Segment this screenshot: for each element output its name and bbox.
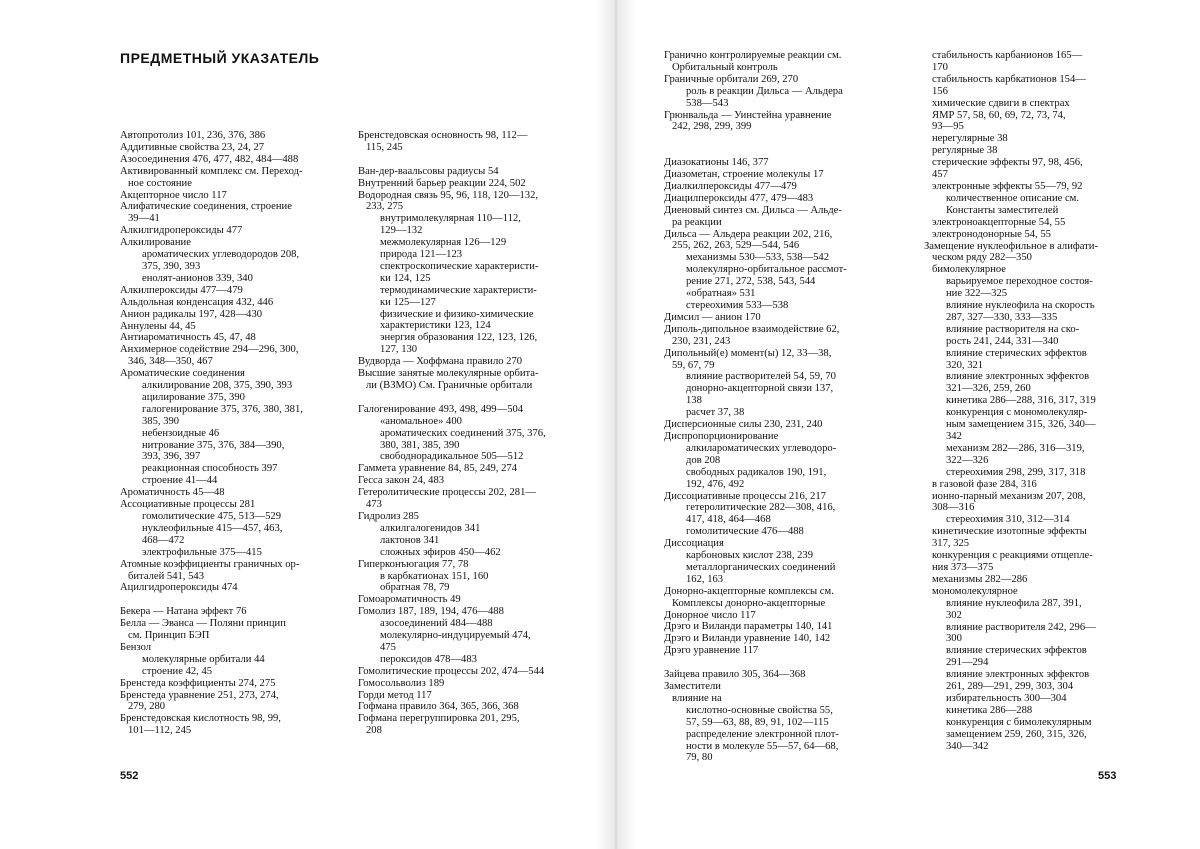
index-entry: мономолекулярное bbox=[932, 585, 1018, 597]
page-number-left: 552 bbox=[120, 770, 139, 782]
index-entry: Ван-дер-ваальсовы радиусы 54 bbox=[358, 165, 499, 177]
index-entry: Антиароматичность 45, 47, 48 bbox=[120, 332, 256, 344]
index-entry: ности в молекуле 55—57, 64—68, bbox=[686, 740, 839, 752]
index-entry: кинетические изотопные эффекты bbox=[932, 526, 1087, 538]
index-entry: Ацилгидропероксиды 474 bbox=[120, 582, 238, 594]
index-entry: Диполь-дипольное взаимодействие 62, bbox=[664, 323, 840, 335]
index-entry: 342 bbox=[946, 431, 962, 442]
index-entry: спектроскопические характеристи- bbox=[380, 260, 539, 272]
index-entry: ЯМР 57, 58, 60, 69, 72, 73, 74, bbox=[932, 109, 1066, 121]
index-entry: металлорганических соединений bbox=[686, 561, 836, 573]
index-entry: 385, 390 bbox=[142, 415, 180, 427]
index-entry: Анион радикалы 197, 428—430 bbox=[120, 308, 263, 320]
index-entry: стабильность карбкатионов 154— bbox=[932, 73, 1086, 85]
index-entry: нуклеофильные 415—457, 463, bbox=[142, 522, 283, 534]
index-entry: 101—112, 245 bbox=[128, 725, 192, 737]
index-entry: ионно-парный механизм 207, 208, bbox=[932, 490, 1086, 502]
index-entry: Галогенирование 493, 498, 499—504 bbox=[358, 403, 524, 415]
index-entry: Автопротолиз 101, 236, 376, 386 bbox=[120, 130, 266, 141]
index-entry: влияние стерических эффектов bbox=[946, 347, 1087, 359]
index-entry: ли (ВЗМО) См. Граничные орбитали bbox=[366, 380, 533, 392]
index-entry: Орбитальный контроль bbox=[672, 61, 778, 73]
index-gap bbox=[358, 154, 580, 166]
index-entry: Активированный комплекс см. Переход- bbox=[120, 165, 303, 177]
index-entry: ароматических соединений 375, 376, bbox=[380, 427, 546, 439]
index-entry: 162, 163 bbox=[686, 573, 724, 585]
index-entry: ное состояние bbox=[128, 177, 192, 189]
index-entry: гомолитические 476—488 bbox=[686, 526, 804, 538]
index-entry: Алкилирование bbox=[120, 237, 191, 249]
index-entry: 287, 327—330, 333—335 bbox=[946, 311, 1058, 323]
index-entry: механизмы 282—286 bbox=[932, 573, 1028, 585]
index-entry: 79, 80 bbox=[686, 752, 713, 764]
index-entry: молекулярно-индуцируемый 474, bbox=[380, 630, 531, 642]
index-entry: Комплексы донорно-акцепторные bbox=[672, 597, 826, 609]
index-entry: енолят-анионов 339, 340 bbox=[142, 272, 253, 284]
index-entry: кинетика 286—288, 316, 317, 319 bbox=[946, 395, 1096, 407]
index-entry: Диазокатионы 146, 377 bbox=[664, 157, 769, 169]
index-entry: Алифатические соединения, строение bbox=[120, 201, 292, 213]
index-entry: энергия образования 122, 123, 126, bbox=[380, 332, 538, 344]
index-entry: влияние на bbox=[672, 692, 722, 704]
index-entry: Внутренний барьер реакции 224, 502 bbox=[358, 177, 526, 189]
index-column-1 bbox=[120, 130, 342, 737]
index-entry: Диазометан, строение молекулы 17 bbox=[664, 169, 824, 181]
index-entry: ра реакции bbox=[672, 216, 722, 228]
index-entry: молекулярные орбитали 44 bbox=[142, 653, 265, 665]
index-entry: 233, 275 bbox=[366, 201, 404, 213]
index-entry: Донорное число 117 bbox=[664, 609, 756, 621]
index-entry: количественное описание см. bbox=[946, 192, 1080, 204]
index-entry: механизмы 530—533, 538—542 bbox=[686, 252, 830, 264]
index-entry: гетеролитические 282—308, 416, bbox=[686, 502, 836, 514]
index-entry: бимолекулярное bbox=[932, 264, 1006, 276]
index-entry: влияние растворителей 54, 59, 70 bbox=[686, 371, 836, 383]
index-entry: конкуренция с мономолекуляр- bbox=[946, 407, 1088, 419]
index-entry: 115, 245 bbox=[366, 141, 403, 153]
index-entry: Диспропорционирование bbox=[664, 430, 779, 442]
index-entry: Ароматические соединения bbox=[120, 368, 245, 380]
index-entry: стабильность карбанионов 165— bbox=[932, 50, 1083, 61]
index-entry: Диалкилпероксиды 477—479 bbox=[664, 180, 797, 192]
index-entry: 192, 476, 492 bbox=[686, 478, 745, 490]
index-entry: Донорно-акцепторные комплексы см. bbox=[664, 585, 834, 597]
index-entry: см. Принцип БЭП bbox=[128, 630, 210, 642]
index-entry: алкилирование 208, 375, 390, 393 bbox=[142, 380, 293, 392]
index-column-3 bbox=[664, 50, 894, 764]
index-entry: Аддитивные свойства 23, 24, 27 bbox=[120, 141, 265, 153]
index-entry: 393, 396, 397 bbox=[142, 451, 201, 463]
index-entry: замещением 259, 260, 315, 326, bbox=[946, 728, 1087, 740]
index-entry: характеристики 123, 124 bbox=[380, 320, 491, 332]
index-entry: 300 bbox=[946, 633, 962, 645]
index-entry: Азосоединения 476, 477, 482, 484—488 bbox=[120, 153, 299, 165]
index-entry: 59, 67, 79 bbox=[672, 359, 715, 371]
index-entry: Анхимерное содействие 294—296, 300, bbox=[120, 344, 299, 356]
index-entry: 321—326, 259, 260 bbox=[946, 383, 1031, 395]
index-entry: Гидролиз 285 bbox=[358, 510, 419, 522]
index-entry: электронные эффекты 55—79, 92 bbox=[932, 180, 1083, 192]
index-entry: свободных радикалов 190, 191, bbox=[686, 466, 827, 478]
index-entry: природа 121—123 bbox=[380, 249, 463, 261]
index-entry: конкуренция с бимолекулярным bbox=[946, 716, 1092, 728]
index-entry: Гомолиз 187, 189, 194, 476—488 bbox=[358, 606, 504, 618]
index-entry: влияние растворителя на ско- bbox=[946, 323, 1080, 335]
index-entry: 475 bbox=[380, 641, 396, 653]
index-entry: Константы заместителей bbox=[946, 204, 1059, 216]
index-entry: Акцепторное число 117 bbox=[120, 189, 227, 201]
index-entry: Диеновый синтез см. Дильса — Альде- bbox=[664, 204, 842, 216]
index-entry: расчет 37, 38 bbox=[686, 407, 745, 419]
index-entry: Граничные орбитали 269, 270 bbox=[664, 73, 799, 85]
index-entry: влияние нуклеофила 287, 391, bbox=[946, 597, 1082, 609]
index-gap bbox=[120, 594, 342, 606]
index-entry: Диацилпероксиды 477, 479—483 bbox=[664, 192, 814, 204]
index-entry: 468—472 bbox=[142, 534, 185, 546]
index-entry: Дрэго и Виланди параметры 140, 141 bbox=[664, 621, 833, 633]
index-entry: биталей 541, 543 bbox=[128, 570, 204, 582]
index-entry: 261, 289—291, 299, 303, 304 bbox=[946, 681, 1074, 693]
index-entry: Бренстедовская основность 98, 112— bbox=[358, 130, 528, 141]
index-entry: Дрэго уравнение 117 bbox=[664, 645, 759, 657]
index-entry: механизм 282—286, 316—319, bbox=[946, 442, 1085, 454]
index-entry: Высшие занятые молекулярные орбита- bbox=[358, 368, 539, 380]
index-entry: электроноакцепторные 54, 55 bbox=[932, 216, 1066, 228]
index-entry: 375, 390, 393 bbox=[142, 260, 201, 272]
index-entry: Гранично контролируемые реакции см. bbox=[664, 50, 842, 61]
book-gutter bbox=[596, 0, 636, 849]
index-entry: электрофильные 375—415 bbox=[142, 546, 262, 558]
index-entry: реакционная способность 397 bbox=[142, 463, 278, 475]
index-entry: Бензол bbox=[120, 641, 152, 653]
index-entry: стерические эффекты 97, 98, 456, bbox=[932, 157, 1083, 169]
index-entry: Гиперконъюгация 77, 78 bbox=[358, 558, 469, 570]
index-entry: 255, 262, 263, 529—544, 546 bbox=[672, 240, 800, 252]
index-entry: 230, 231, 243 bbox=[672, 335, 731, 347]
index-entry: строение 41—44 bbox=[142, 475, 218, 487]
index-entry: варьируемое переходное состоя- bbox=[946, 276, 1093, 288]
index-entry: ароматических углеводородов 208, bbox=[142, 249, 300, 261]
index-entry: 279, 280 bbox=[128, 701, 166, 713]
index-entry: стереохимия 310, 312—314 bbox=[946, 514, 1070, 526]
index-entry: Гомосольволиз 189 bbox=[358, 677, 445, 689]
index-entry: нерегулярные 38 bbox=[932, 133, 1008, 145]
index-entry: гомолитические 475, 513—529 bbox=[142, 511, 282, 522]
index-entry: Гомолитические процессы 202, 474—544 bbox=[358, 665, 545, 677]
index-entry: химические сдвиги в спектрах bbox=[932, 97, 1070, 109]
index-entry: регулярные 38 bbox=[932, 145, 998, 157]
index-entry: «обратная» 531 bbox=[686, 288, 756, 300]
index-entry: физические и физико-химические bbox=[380, 308, 534, 320]
index-entry: Гофмана перегруппировка 201, 295, bbox=[358, 713, 520, 725]
index-entry: ния 373—375 bbox=[932, 561, 994, 573]
index-entry: 538—543 bbox=[686, 97, 729, 109]
index-entry: 138 bbox=[686, 395, 702, 407]
index-entry: ным замещением 315, 326, 340— bbox=[946, 419, 1096, 431]
index-entry: дов 208 bbox=[686, 454, 721, 466]
index-entry: Алкилпероксиды 477—479 bbox=[120, 284, 243, 296]
index-entry: 473 bbox=[366, 499, 382, 511]
index-entry: Атомные коэффициенты граничных ор- bbox=[120, 558, 300, 570]
index-entry: обратная 78, 79 bbox=[380, 582, 450, 594]
index-entry: Заместители bbox=[664, 680, 721, 692]
index-entry: Дильса — Альдера реакции 202, 216, bbox=[664, 228, 833, 240]
index-entry: влияние нуклеофила на скорость bbox=[946, 300, 1095, 312]
index-entry: 322—326 bbox=[946, 454, 989, 466]
index-entry: ние 322—325 bbox=[946, 288, 1008, 300]
index-entry: влияние стерических эффектов bbox=[946, 645, 1087, 657]
index-entry: электронодонорные 54, 55 bbox=[932, 228, 1051, 240]
index-entry: Диссоциация bbox=[664, 538, 724, 550]
index-entry: Бренстеда уравнение 251, 273, 274, bbox=[120, 689, 279, 701]
index-entry: влияние растворителя 242, 296— bbox=[946, 621, 1096, 633]
index-entry: кинетика 286—288 bbox=[946, 704, 1033, 716]
index-entry: 317, 325 bbox=[932, 538, 970, 550]
index-entry: Вудворда — Хоффмана правило 270 bbox=[358, 356, 523, 368]
index-entry: межмолекулярная 126—129 bbox=[380, 237, 507, 249]
index-entry: влияние электронных эффектов bbox=[946, 371, 1090, 383]
index-entry: ческом ряду 282—350 bbox=[932, 252, 1032, 264]
index-entry: 39—41 bbox=[128, 213, 160, 225]
index-entry: 242, 298, 299, 399 bbox=[672, 121, 752, 133]
index-entry: стереохимия 533—538 bbox=[686, 300, 789, 311]
index-entry: кислотно-основные свойства 55, bbox=[686, 704, 833, 716]
index-entry: 320, 321 bbox=[946, 359, 984, 371]
index-entry: Димсил — анион 170 bbox=[664, 311, 761, 323]
index-entry: 346, 348—350, 467 bbox=[128, 356, 213, 368]
index-entry: ки 124, 125 bbox=[380, 272, 431, 284]
index-entry: Бренстеда коэффициенты 274, 275 bbox=[120, 677, 276, 689]
index-entry: Дрэго и Виланди уравнение 140, 142 bbox=[664, 633, 831, 645]
index-entry: Диссоциативные процессы 216, 217 bbox=[664, 490, 826, 502]
index-entry: Ассоциативные процессы 281 bbox=[120, 499, 256, 511]
index-gap bbox=[664, 145, 894, 157]
index-entry: конкуренция с реакциями отщепле- bbox=[932, 550, 1093, 562]
index-entry: Ароматичность 45—48 bbox=[120, 487, 225, 499]
index-entry: донорно-акцепторной связи 137, bbox=[686, 383, 834, 395]
index-entry: Водородная связь 95, 96, 118, 120—132, bbox=[358, 189, 539, 201]
index-entry: Бренстедовская кислотность 98, 99, bbox=[120, 713, 281, 725]
index-entry: алкилгалогенидов 341 bbox=[380, 522, 481, 534]
index-entry: ки 125—127 bbox=[380, 296, 436, 308]
index-entry: алкилароматических углеводоро- bbox=[686, 442, 837, 454]
index-entry: сложных эфиров 450—462 bbox=[380, 546, 501, 558]
index-entry: 129—132 bbox=[380, 225, 423, 237]
index-column-4 bbox=[924, 50, 1124, 752]
index-entry: в газовой фазе 284, 316 bbox=[932, 478, 1037, 490]
page-title: ПРЕДМЕТНЫЙ УКАЗАТЕЛЬ bbox=[120, 50, 320, 66]
index-entry: влияние электронных эффектов bbox=[946, 669, 1090, 681]
index-entry: Дисперсионные силы 230, 231, 240 bbox=[664, 419, 823, 431]
index-entry: нитрование 375, 376, 384—390, bbox=[142, 439, 285, 451]
index-entry: термодинамические характеристи- bbox=[380, 284, 537, 296]
index-entry: 457 bbox=[932, 169, 948, 181]
index-entry: стереохимия 298, 299, 317, 318 bbox=[946, 466, 1086, 478]
index-entry: Гаммета уравнение 84, 85, 249, 274 bbox=[358, 463, 517, 475]
index-entry: Альдольная конденсация 432, 446 bbox=[120, 296, 274, 308]
index-entry: галогенирование 375, 376, 380, 381, bbox=[142, 403, 303, 415]
index-entry: Алкилгидропероксиды 477 bbox=[120, 225, 243, 237]
index-entry: Замещение нуклеофильное в алифати- bbox=[924, 240, 1098, 252]
index-gap bbox=[664, 657, 894, 669]
index-entry: Зайцева правило 305, 364—368 bbox=[664, 669, 806, 681]
index-entry: распределение электронной плот- bbox=[686, 728, 839, 740]
index-entry: 156 bbox=[932, 85, 948, 97]
index-entry: 291—294 bbox=[946, 657, 989, 669]
index-entry: ацилирование 375, 390 bbox=[142, 391, 245, 403]
index-entry: 57, 59—63, 88, 89, 91, 102—115 bbox=[686, 716, 829, 728]
index-entry: 380, 381, 385, 390 bbox=[380, 439, 460, 451]
index-entry: Аннулены 44, 45 bbox=[120, 320, 196, 332]
index-entry: азосоединений 484—488 bbox=[380, 618, 493, 630]
index-entry: 93—95 bbox=[932, 121, 964, 133]
index-entry: «аномальное» 400 bbox=[380, 415, 462, 427]
index-entry: 417, 418, 464—468 bbox=[686, 514, 771, 526]
index-entry: молекулярно-орбитальное рассмот- bbox=[686, 264, 847, 276]
index-gap bbox=[358, 392, 580, 404]
index-entry: небензоидные 46 bbox=[142, 427, 220, 439]
index-entry: 127, 130 bbox=[380, 344, 418, 356]
index-entry: Белла — Эванса — Поляни принцип bbox=[120, 618, 286, 630]
index-entry: 308—316 bbox=[932, 502, 975, 514]
index-entry: в карбкатионах 151, 160 bbox=[380, 570, 489, 582]
index-entry: Бекера — Натана эффект 76 bbox=[120, 606, 247, 618]
index-entry: 170 bbox=[932, 61, 948, 73]
index-entry: Горди метод 117 bbox=[358, 689, 432, 701]
index-entry: Гофмана правило 364, 365, 366, 368 bbox=[358, 701, 519, 713]
index-entry: пероксидов 478—483 bbox=[380, 653, 477, 665]
index-entry: Дипольный(е) момент(ы) 12, 33—38, bbox=[664, 347, 832, 359]
index-entry: избирательность 300—304 bbox=[946, 692, 1067, 704]
index-entry: Гомоароматичность 49 bbox=[358, 594, 461, 606]
index-entry: Гетеролитические процессы 202, 281— bbox=[358, 487, 536, 499]
index-entry: 302 bbox=[946, 609, 962, 621]
index-entry: Гесса закон 24, 483 bbox=[358, 475, 445, 487]
index-gap bbox=[664, 133, 894, 145]
index-entry: свободнорадикальное 505—512 bbox=[380, 451, 524, 463]
index-entry: лактонов 341 bbox=[380, 534, 440, 546]
page-number-right: 553 bbox=[1098, 770, 1117, 782]
index-entry: строение 42, 45 bbox=[142, 665, 213, 677]
index-entry: карбоновых кислот 238, 239 bbox=[686, 550, 814, 562]
index-entry: рение 271, 272, 538, 543, 544 bbox=[686, 276, 816, 288]
index-entry: роль в реакции Дильса — Альдера bbox=[686, 85, 843, 97]
index-entry: Грюнвальда — Уинстейна уравнение bbox=[664, 109, 832, 121]
index-entry: 340—342 bbox=[946, 740, 989, 752]
index-column-2 bbox=[358, 130, 580, 737]
index-entry: рость 241, 244, 331—340 bbox=[946, 335, 1059, 347]
index-entry: 208 bbox=[366, 725, 382, 737]
index-entry: внутримолекулярная 110—112, bbox=[380, 213, 521, 225]
